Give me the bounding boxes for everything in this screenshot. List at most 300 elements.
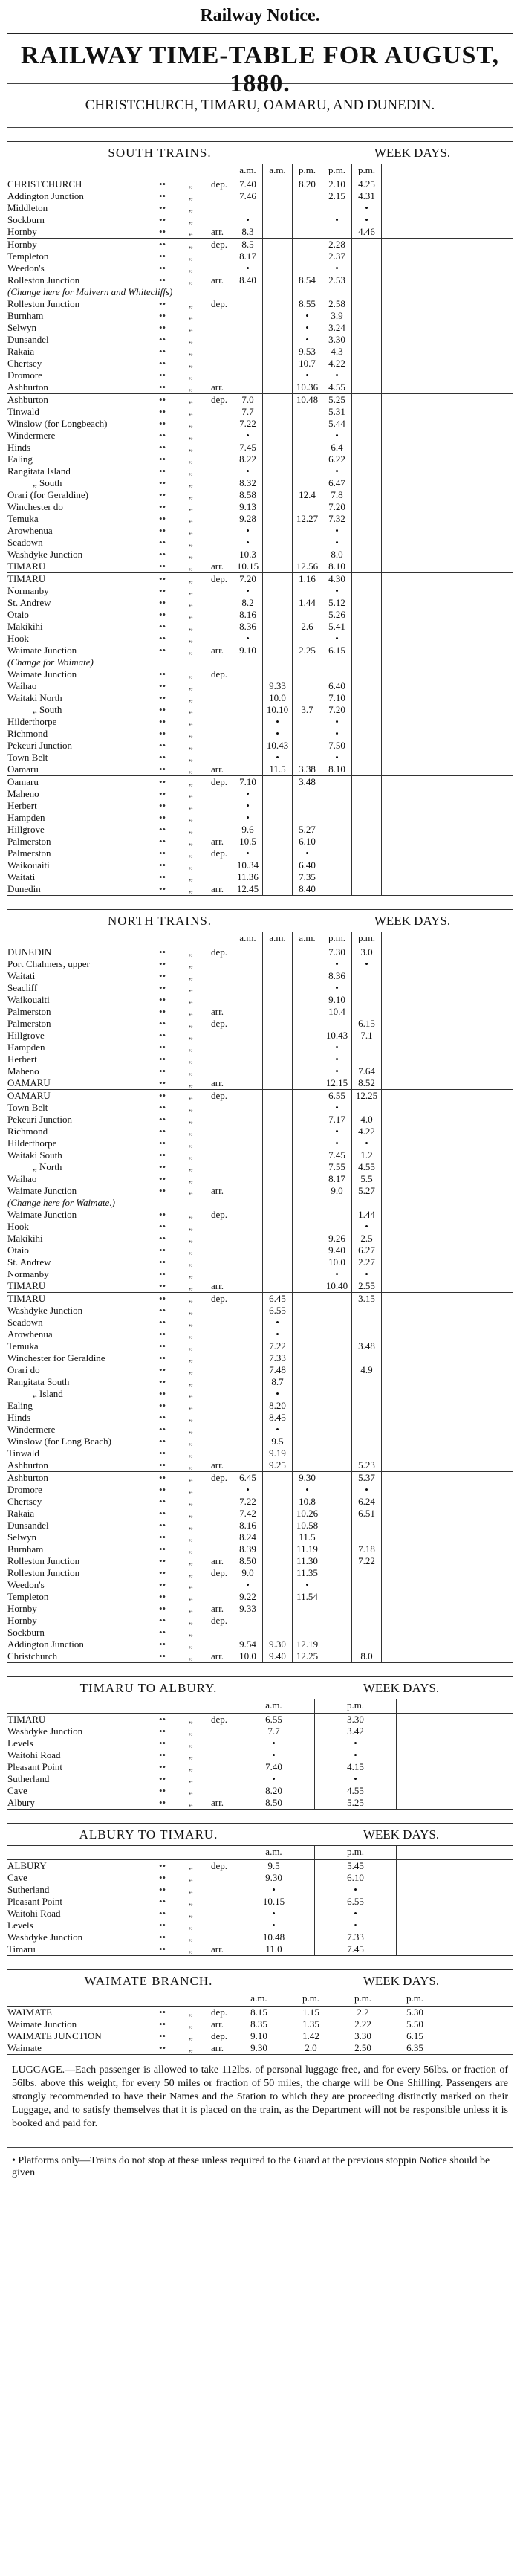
time-cell — [263, 381, 293, 393]
leader-dots: „ — [189, 633, 193, 644]
time-cell — [233, 1137, 263, 1149]
time-cell — [352, 442, 382, 453]
leader-dots: „ — [189, 704, 193, 715]
dep-arr-marker — [209, 286, 233, 298]
table-row — [7, 1603, 513, 1615]
time-cell — [293, 1412, 322, 1424]
table-row — [7, 1388, 513, 1400]
time-cell: • — [352, 1221, 382, 1233]
table-row — [7, 752, 513, 764]
time-cell — [322, 776, 352, 788]
leader-dots: •• — [159, 418, 166, 429]
time-cell: • — [233, 800, 263, 812]
week-days-label: WEEK DAYS. — [374, 913, 451, 928]
table-row — [7, 1090, 513, 1102]
leader-dots: „ — [189, 1496, 193, 1507]
time-cell: 4.15 — [315, 1761, 397, 1773]
dep-arr-marker: dep. — [209, 1293, 233, 1305]
time-cell — [352, 239, 382, 251]
table-row — [7, 1650, 513, 1662]
time-cell: 7.20 — [322, 704, 352, 716]
time-cell: • — [233, 633, 263, 645]
table-row — [7, 1233, 513, 1245]
time-cell — [263, 1627, 293, 1639]
time-cell: 9.33 — [233, 1603, 263, 1615]
dep-arr-marker — [209, 597, 233, 609]
dep-arr-marker — [209, 1773, 233, 1785]
time-cell: 8.32 — [233, 477, 263, 489]
table-row — [7, 1726, 513, 1737]
leader-dots: •• — [159, 465, 166, 477]
station-name: Pleasant Point — [7, 1896, 63, 1907]
time-cell — [263, 1006, 293, 1018]
time-cell: • — [315, 1884, 397, 1896]
time-cell — [263, 1472, 293, 1484]
station-name: Waimate Junction — [7, 1185, 77, 1196]
dep-arr-marker — [209, 501, 233, 513]
leader-dots: „ — [189, 1114, 193, 1125]
time-cell: • — [352, 202, 382, 214]
time-cell — [352, 489, 382, 501]
leader-dots: •• — [159, 1749, 166, 1760]
dep-arr-marker: dep. — [209, 178, 233, 190]
time-cell: 6.51 — [352, 1508, 382, 1520]
dep-arr-marker — [209, 1508, 233, 1520]
time-cell: 10.34 — [233, 859, 263, 871]
station-group — [7, 393, 513, 572]
time-cell: 1.42 — [285, 2030, 337, 2042]
time-cell — [352, 477, 382, 489]
leader-dots: •• — [159, 1555, 166, 1566]
leader-dots: „ — [189, 1209, 193, 1220]
time-cell — [322, 788, 352, 800]
leader-dots: •• — [159, 274, 166, 285]
table-row — [7, 453, 513, 465]
time-cell — [263, 465, 293, 477]
time-cell: 8.40 — [293, 883, 322, 895]
time-cell: 11.5 — [263, 764, 293, 775]
time-cell: • — [322, 1126, 352, 1137]
time-cell — [263, 453, 293, 465]
time-cell — [263, 1042, 293, 1053]
leader-dots: •• — [159, 2042, 166, 2053]
time-cell: • — [233, 1773, 315, 1785]
time-cell: 9.10 — [322, 994, 352, 1006]
time-cell — [293, 1126, 322, 1137]
leader-dots: •• — [159, 1627, 166, 1638]
dep-arr-marker — [209, 680, 233, 692]
table-row — [7, 1065, 513, 1077]
leader-dots: •• — [159, 1293, 166, 1304]
time-cell — [352, 1329, 382, 1340]
time-cell — [352, 752, 382, 764]
table-row — [7, 1102, 513, 1114]
leader-dots: •• — [159, 1567, 166, 1578]
time-cell — [263, 190, 293, 202]
time-cell — [322, 1293, 352, 1305]
leader-dots: •• — [159, 1126, 166, 1137]
column-header-spacer — [7, 1699, 233, 1713]
time-cell — [263, 970, 293, 982]
leader-dots: „ — [189, 1650, 193, 1662]
station-name: Addington Junction — [7, 1639, 84, 1650]
station-name: Weedon's — [7, 262, 45, 274]
column-header-row — [7, 1846, 513, 1859]
column-header-3: p.m. — [389, 1992, 441, 2006]
time-cell — [263, 1531, 293, 1543]
dep-arr-marker — [209, 994, 233, 1006]
dep-arr-marker — [209, 633, 233, 645]
time-cell: • — [293, 1579, 322, 1591]
leader-dots: •• — [159, 668, 166, 679]
time-cell — [263, 369, 293, 381]
time-cell — [352, 1412, 382, 1424]
dep-arr-marker — [209, 251, 233, 262]
leader-dots: •• — [159, 1860, 166, 1871]
leader-dots: •• — [159, 1639, 166, 1650]
station-name: Cave — [7, 1785, 27, 1796]
time-cell — [322, 1531, 352, 1543]
time-cell: 6.55 — [233, 1714, 315, 1726]
time-cell — [263, 549, 293, 561]
column-header-0: a.m. — [233, 1846, 315, 1859]
leader-dots: „ — [189, 645, 193, 656]
time-cell — [293, 1030, 322, 1042]
leader-dots: „ — [189, 1317, 193, 1328]
leader-dots: •• — [159, 239, 166, 250]
time-cell: • — [293, 369, 322, 381]
time-cell: 8.5 — [233, 239, 263, 251]
time-cell: • — [233, 1884, 315, 1896]
station-name: (Change here for Malvern and Whitecliffs) — [7, 286, 173, 297]
time-cell — [293, 1221, 322, 1233]
time-cell — [263, 513, 293, 525]
time-cell — [263, 394, 293, 406]
leader-dots: •• — [159, 1173, 166, 1184]
leader-dots: •• — [159, 1424, 166, 1435]
time-cell — [263, 585, 293, 597]
time-cell — [263, 1221, 293, 1233]
leader-dots: •• — [159, 1317, 166, 1328]
time-cell: 8.40 — [233, 274, 263, 286]
time-cell — [322, 1412, 352, 1424]
time-cell — [322, 668, 352, 680]
time-cell — [263, 609, 293, 621]
time-cell: • — [322, 537, 352, 549]
station-name: Ealing — [7, 453, 33, 465]
time-cell — [263, 501, 293, 513]
dep-arr-marker — [209, 1305, 233, 1317]
leader-dots: „ — [189, 334, 193, 345]
time-cell: • — [352, 1484, 382, 1496]
time-cell — [263, 1053, 293, 1065]
station-group — [7, 1859, 513, 1955]
time-cell: • — [352, 214, 382, 226]
time-cell — [293, 1149, 322, 1161]
time-cell — [263, 1065, 293, 1077]
station-name: Cave — [7, 1872, 27, 1883]
station-name: Sockburn — [7, 1627, 45, 1638]
table-row — [7, 394, 513, 406]
time-cell: 2.2 — [337, 2007, 389, 2018]
time-cell — [293, 1090, 322, 1102]
time-cell — [233, 1149, 263, 1161]
time-cell — [263, 776, 293, 788]
table-name: WAIMATE BRANCH. — [84, 1973, 213, 1988]
leader-dots: •• — [159, 381, 166, 393]
notice-header: Railway Notice. — [7, 0, 513, 34]
time-cell — [322, 1603, 352, 1615]
time-cell — [352, 298, 382, 310]
leader-dots: •• — [159, 442, 166, 453]
time-cell: 4.25 — [352, 178, 382, 190]
leader-dots: „ — [189, 1579, 193, 1590]
time-cell — [293, 752, 322, 764]
time-cell — [263, 871, 293, 883]
time-cell — [233, 334, 263, 346]
station-name: Winchester for Geraldine — [7, 1352, 105, 1363]
time-cell: • — [293, 1484, 322, 1496]
table-row — [7, 537, 513, 549]
leader-dots: „ — [189, 465, 193, 477]
time-cell: 8.0 — [322, 549, 352, 561]
table-row — [7, 1591, 513, 1603]
time-cell: 12.15 — [322, 1077, 352, 1089]
table-row — [7, 1761, 513, 1773]
time-cell: 2.53 — [322, 274, 352, 286]
time-cell — [293, 1447, 322, 1459]
time-cell — [352, 251, 382, 262]
time-cell — [352, 1042, 382, 1053]
leader-dots: „ — [189, 322, 193, 333]
column-header-0: a.m. — [233, 1699, 315, 1713]
dep-arr-marker: arr. — [209, 883, 233, 895]
time-cell — [263, 1555, 293, 1567]
time-cell — [263, 406, 293, 418]
time-cell — [293, 1018, 322, 1030]
leader-dots: „ — [189, 1329, 193, 1340]
time-cell: 1.15 — [285, 2007, 337, 2018]
leader-dots: „ — [189, 381, 193, 393]
dep-arr-marker — [209, 465, 233, 477]
time-cell — [263, 202, 293, 214]
leader-dots: •• — [159, 1114, 166, 1125]
time-cell: 1.44 — [352, 1209, 382, 1221]
time-cell: • — [315, 1737, 397, 1749]
time-cell — [322, 1508, 352, 1520]
time-cell — [233, 728, 263, 740]
time-cell — [352, 680, 382, 692]
station-name: Rangitata South — [7, 1376, 70, 1387]
time-cell — [293, 1042, 322, 1053]
time-cell — [352, 1579, 382, 1591]
time-cell: 3.48 — [352, 1340, 382, 1352]
leader-dots: „ — [189, 358, 193, 369]
leader-dots: •• — [159, 1233, 166, 1244]
leader-dots: •• — [159, 549, 166, 560]
time-cell: 2.10 — [322, 178, 352, 190]
station-group — [7, 775, 513, 895]
time-cell: • — [322, 585, 352, 597]
leader-dots: •• — [159, 525, 166, 536]
station-name: Rolleston Junction — [7, 1555, 80, 1566]
leader-dots: •• — [159, 1245, 166, 1256]
station-name: St. Andrew — [7, 597, 51, 608]
table-row — [7, 525, 513, 537]
time-cell — [352, 369, 382, 381]
dep-arr-marker — [209, 1102, 233, 1114]
time-cell — [352, 1639, 382, 1650]
leader-dots: „ — [189, 1137, 193, 1149]
leader-dots: •• — [159, 1400, 166, 1411]
table-row — [7, 716, 513, 728]
time-cell: 7.20 — [233, 573, 263, 585]
time-cell — [293, 1185, 322, 1197]
leader-dots: •• — [159, 1090, 166, 1101]
table-row — [7, 800, 513, 812]
time-cell — [293, 190, 322, 202]
table-row — [7, 1615, 513, 1627]
time-cell — [322, 1579, 352, 1591]
table-row — [7, 946, 513, 958]
leader-dots: „ — [189, 1412, 193, 1423]
leader-dots: •• — [159, 2030, 166, 2041]
time-cell: 9.30 — [233, 2042, 285, 2054]
leader-dots: „ — [189, 1797, 193, 1808]
time-cell: 9.25 — [263, 1459, 293, 1471]
time-cell — [263, 1520, 293, 1531]
time-cell: 7.45 — [233, 442, 263, 453]
table-row — [7, 609, 513, 621]
station-name: St. Andrew — [7, 1256, 51, 1268]
time-cell: • — [293, 334, 322, 346]
table-row — [7, 561, 513, 572]
leader-dots: •• — [159, 1412, 166, 1423]
time-cell — [233, 298, 263, 310]
station-name: Hampden — [7, 812, 45, 823]
time-cell — [263, 1508, 293, 1520]
time-cell: 12.4 — [293, 489, 322, 501]
week-days-label: WEEK DAYS. — [363, 1680, 440, 1695]
time-cell — [293, 1293, 322, 1305]
time-cell: • — [263, 1388, 293, 1400]
table-row — [7, 994, 513, 1006]
dep-arr-marker — [209, 513, 233, 525]
dep-arr-marker — [209, 406, 233, 418]
table-row — [7, 298, 513, 310]
time-cell: • — [322, 465, 352, 477]
time-cell — [263, 1185, 293, 1197]
time-cell — [293, 1627, 322, 1639]
leader-dots: •• — [159, 946, 166, 958]
time-cell: 3.30 — [322, 334, 352, 346]
time-cell — [352, 704, 382, 716]
time-cell — [322, 1639, 352, 1650]
column-header-row — [7, 1992, 513, 2006]
table-row — [7, 2007, 513, 2018]
time-cell — [293, 680, 322, 692]
time-cell — [263, 1209, 293, 1221]
time-cell: 8.54 — [293, 274, 322, 286]
dep-arr-marker: dep. — [209, 946, 233, 958]
dep-arr-marker — [209, 812, 233, 824]
week-days-label: WEEK DAYS. — [374, 145, 451, 160]
time-cell — [233, 310, 263, 322]
time-cell — [322, 286, 352, 298]
time-cell — [352, 406, 382, 418]
table-row — [7, 274, 513, 286]
time-cell — [263, 214, 293, 226]
time-cell: 6.24 — [352, 1496, 382, 1508]
column-header-1: p.m. — [285, 1992, 337, 2006]
leader-dots: •• — [159, 982, 166, 993]
leader-dots: „ — [189, 2007, 193, 2018]
albury-timaru-table — [7, 1823, 513, 1956]
leader-dots: „ — [189, 824, 193, 835]
time-cell: 8.10 — [322, 764, 352, 775]
table-row — [7, 1749, 513, 1761]
leader-dots: „ — [189, 2042, 193, 2053]
time-cell: 12.25 — [352, 1090, 382, 1102]
time-cell — [322, 1615, 352, 1627]
time-cell — [263, 358, 293, 369]
station-name: Washdyke Junction — [7, 549, 83, 560]
table-row — [7, 381, 513, 393]
time-cell — [293, 1376, 322, 1388]
time-cell: 9.0 — [322, 1185, 352, 1197]
leader-dots: „ — [189, 1149, 193, 1161]
table-row — [7, 1305, 513, 1317]
time-cell: 7.0 — [233, 394, 263, 406]
time-cell: 5.27 — [352, 1185, 382, 1197]
leader-dots: •• — [159, 1185, 166, 1196]
dep-arr-marker — [209, 1726, 233, 1737]
column-header-2: a.m. — [293, 932, 322, 946]
time-cell — [322, 1543, 352, 1555]
time-cell — [352, 883, 382, 895]
station-name: Makikihi — [7, 621, 43, 632]
table-row — [7, 728, 513, 740]
time-cell: 4.55 — [322, 381, 352, 393]
station-name: TIMARU — [7, 1714, 46, 1725]
dep-arr-marker — [209, 1197, 233, 1209]
time-cell — [233, 1053, 263, 1065]
time-cell: 6.47 — [322, 477, 352, 489]
leader-dots: „ — [189, 1872, 193, 1883]
dep-arr-marker: arr. — [209, 1650, 233, 1662]
time-cell — [263, 1543, 293, 1555]
dep-arr-marker — [209, 1329, 233, 1340]
time-cell — [293, 1436, 322, 1447]
leader-dots: „ — [189, 1627, 193, 1638]
table-row — [7, 1245, 513, 1256]
time-cell — [293, 800, 322, 812]
time-cell — [233, 1018, 263, 1030]
leader-dots: „ — [189, 958, 193, 969]
time-cell — [293, 1317, 322, 1329]
time-cell: • — [233, 788, 263, 800]
leader-dots: •• — [159, 1042, 166, 1053]
time-cell: • — [233, 1908, 315, 1920]
time-cell — [263, 178, 293, 190]
dep-arr-marker — [209, 1137, 233, 1149]
south-trains-table — [7, 141, 513, 896]
time-cell: 5.50 — [389, 2018, 441, 2030]
dep-arr-marker: arr. — [209, 2042, 233, 2054]
station-name: DUNEDIN — [7, 946, 52, 958]
dep-arr-marker: arr. — [209, 1943, 233, 1955]
time-cell — [263, 633, 293, 645]
